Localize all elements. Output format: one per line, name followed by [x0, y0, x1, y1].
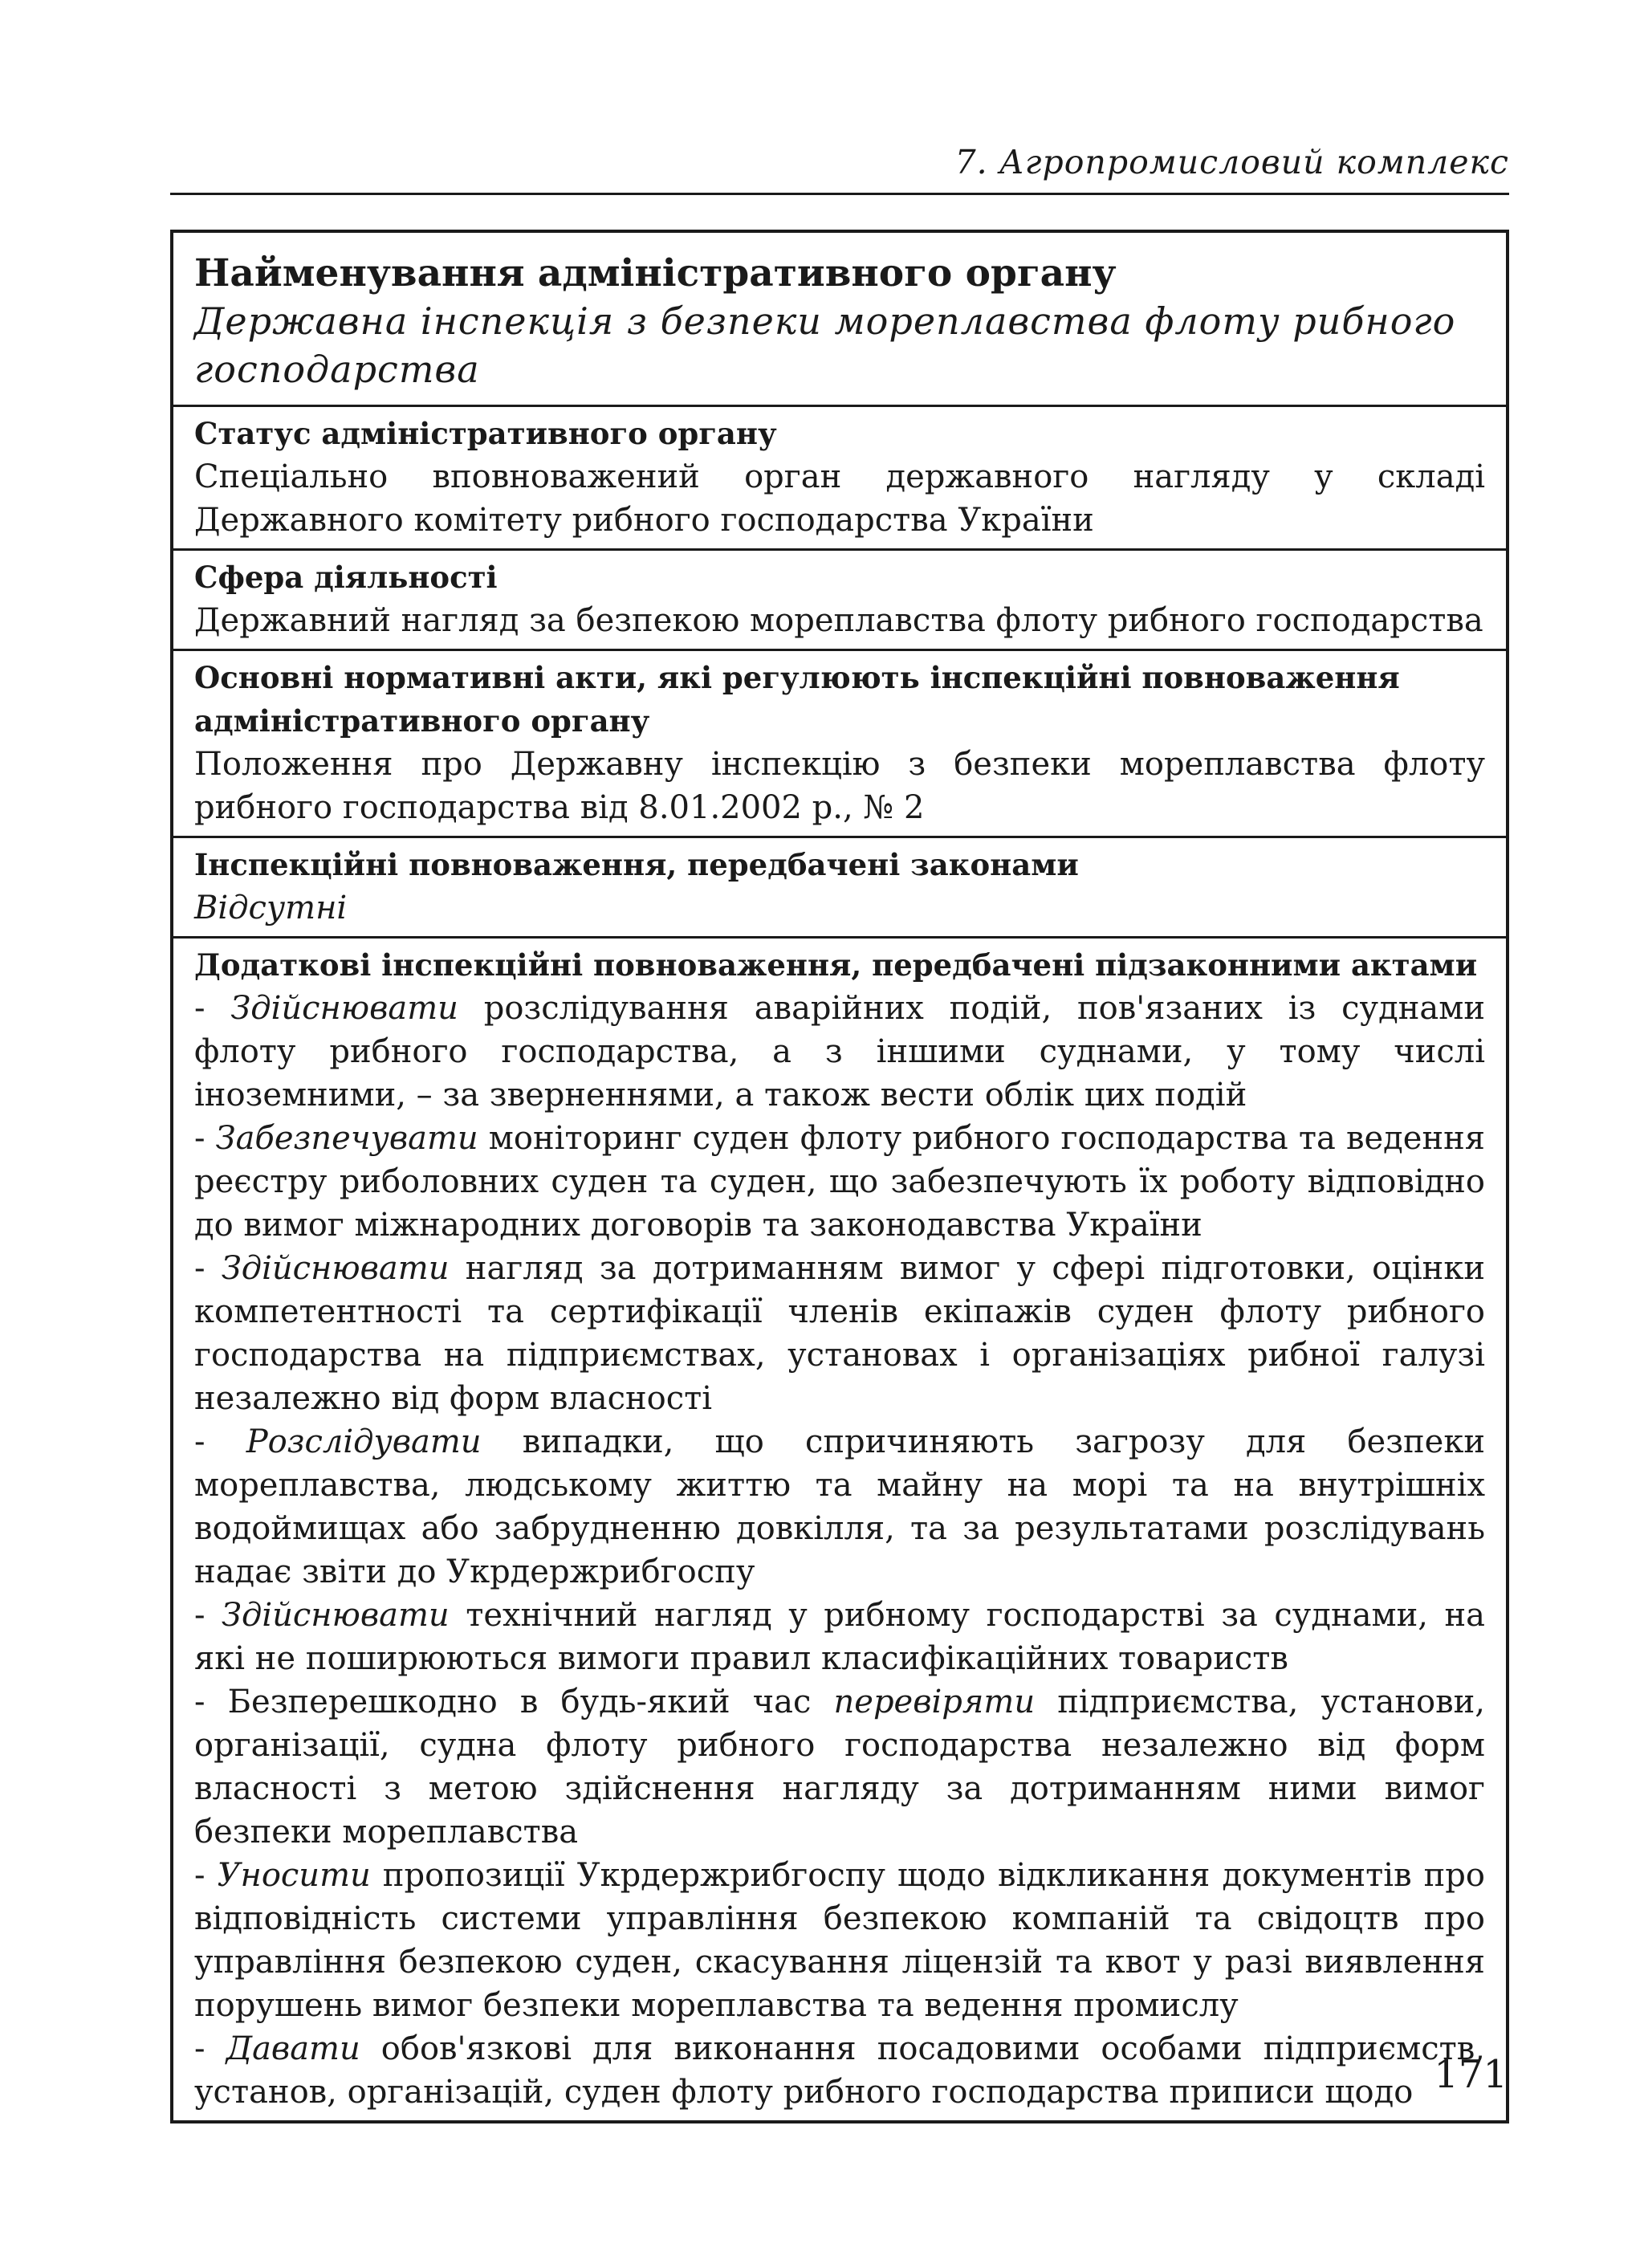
normative-acts-row: [173, 651, 1506, 838]
power-item-verb: Здійснювати: [222, 1597, 450, 1634]
authority-name-row: [173, 233, 1506, 407]
law-powers-text: Відсутні: [194, 890, 348, 926]
power-item-verb: Забезпечувати: [215, 1120, 478, 1157]
authority-info-table: [170, 230, 1509, 2123]
sphere-row: [173, 551, 1506, 651]
additional-powers-label: Додаткові інспекційні повноваження, передбачені підзаконними актами: [194, 947, 1478, 983]
running-header: 7. Агропромисловий комплекс: [954, 143, 1509, 181]
power-item-prefix: -: [194, 1120, 216, 1157]
power-item: [194, 1247, 1485, 1420]
status-text: Спеціально вповноважений орган державного нагляду у складі Державного комітету рибного господарства України: [194, 458, 1485, 539]
power-item-prefix: -: [194, 990, 231, 1027]
power-item: [194, 1854, 1485, 2027]
power-item: [194, 1117, 1485, 1247]
power-item-verb: Давати: [226, 2030, 360, 2067]
authority-name-label: Найменування адміністративного органу: [194, 251, 1117, 295]
power-item-prefix: -: [194, 2030, 226, 2067]
status-label: Статус адміністративного органу: [194, 416, 777, 451]
normative-acts-label: Основні нормативні акти, які регулюють інспекційні повноваження адміністративного органу: [194, 660, 1400, 739]
page-number: 171: [1434, 2052, 1508, 2097]
power-item-prefix: -: [194, 1857, 218, 1894]
power-item-text: обов'язкові для виконання посадовими особами підприємств, установ, організацій, суден флоту рибного господарства приписи щодо: [194, 2030, 1486, 2111]
power-item: [194, 2027, 1485, 2114]
power-item: [194, 987, 1485, 1117]
authority-name-value: Державна інспекція з безпеки мореплавства флоту рибного господарства: [194, 299, 1456, 391]
power-item-prefix: -: [194, 1423, 246, 1460]
power-item: [194, 1680, 1485, 1854]
power-item-text: підприємства, установи, організації, судна флоту рибного господарства незалежно від форм власності з метою здійснення нагляду за дотриманням ними вимог безпеки мореплавства: [194, 1684, 1486, 1851]
power-item-prefix: - Безперешкодно в будь-який час: [194, 1684, 834, 1720]
power-item-text: випадки, що спричиняють загрозу для безпеки мореплавства, людському життю та майну на морі та на внутрішніх водоймищах або забрудненню довкілля, та за результатами розслідувань надає звіти до Укрдержрибгоспу: [194, 1423, 1486, 1590]
law-powers-row: [173, 838, 1506, 939]
law-powers-label: Інспекційні повноваження, передбачені законами: [194, 847, 1079, 882]
power-item-prefix: -: [194, 1250, 222, 1287]
power-item-text: моніторинг суден флоту рибного господарства та ведення реєстру риболовних суден та суден, що забезпечують їх роботу відповідно до вимог міжнародних договорів та законодавства України: [194, 1120, 1485, 1244]
power-item-text: технічний нагляд у рибному господарстві за суднами, на які не поширюються вимоги правил класифікаційних товариств: [194, 1597, 1485, 1677]
sphere-label: Сфера діяльності: [194, 560, 498, 595]
power-item-text: розслідування аварійних подій, пов'язаних із суднами флоту рибного господарства, а з іншими суднами, у тому числі іноземними, – за зверненнями, а також вести облік цих подій: [194, 990, 1486, 1114]
power-item-verb: Здійснювати: [221, 1250, 450, 1287]
power-item-text: пропозиції Укрдержрибгоспу щодо відкликання документів про відповідність системи управління безпекою компаній та свідоцтв про управління безпекою суден, скасування ліцензій та квот у разі виявлення порушень вимог безпеки мореплавства та ведення промислу: [194, 1857, 1485, 2024]
additional-powers-row: [173, 939, 1506, 2120]
normative-acts-text: Положення про Державну інспекцію з безпеки мореплавства флоту рибного господарства від 8.01.2002 р., № 2: [194, 746, 1485, 826]
power-item-verb: Уносити: [217, 1857, 371, 1894]
power-item-verb: Розслідувати: [246, 1423, 482, 1460]
power-item: [194, 1594, 1485, 1680]
power-item-verb: Здійснювати: [230, 990, 458, 1027]
status-row: [173, 407, 1506, 551]
power-item-prefix: -: [194, 1597, 222, 1634]
additional-powers-list: [194, 987, 1485, 2114]
power-item-verb: перевіряти: [833, 1684, 1036, 1720]
power-item: [194, 1420, 1485, 1594]
power-item-text: нагляд за дотриманням вимог у сфері підготовки, оцінки компетентності та сертифікації членів екіпажів суден флоту рибного господарства на підприємствах, установах і організаціях рибної галузі незалежно від форм власності: [194, 1250, 1485, 1417]
sphere-text: Державний нагляд за безпекою мореплавства флоту рибного господарства: [194, 602, 1483, 639]
header-rule: [170, 193, 1509, 195]
